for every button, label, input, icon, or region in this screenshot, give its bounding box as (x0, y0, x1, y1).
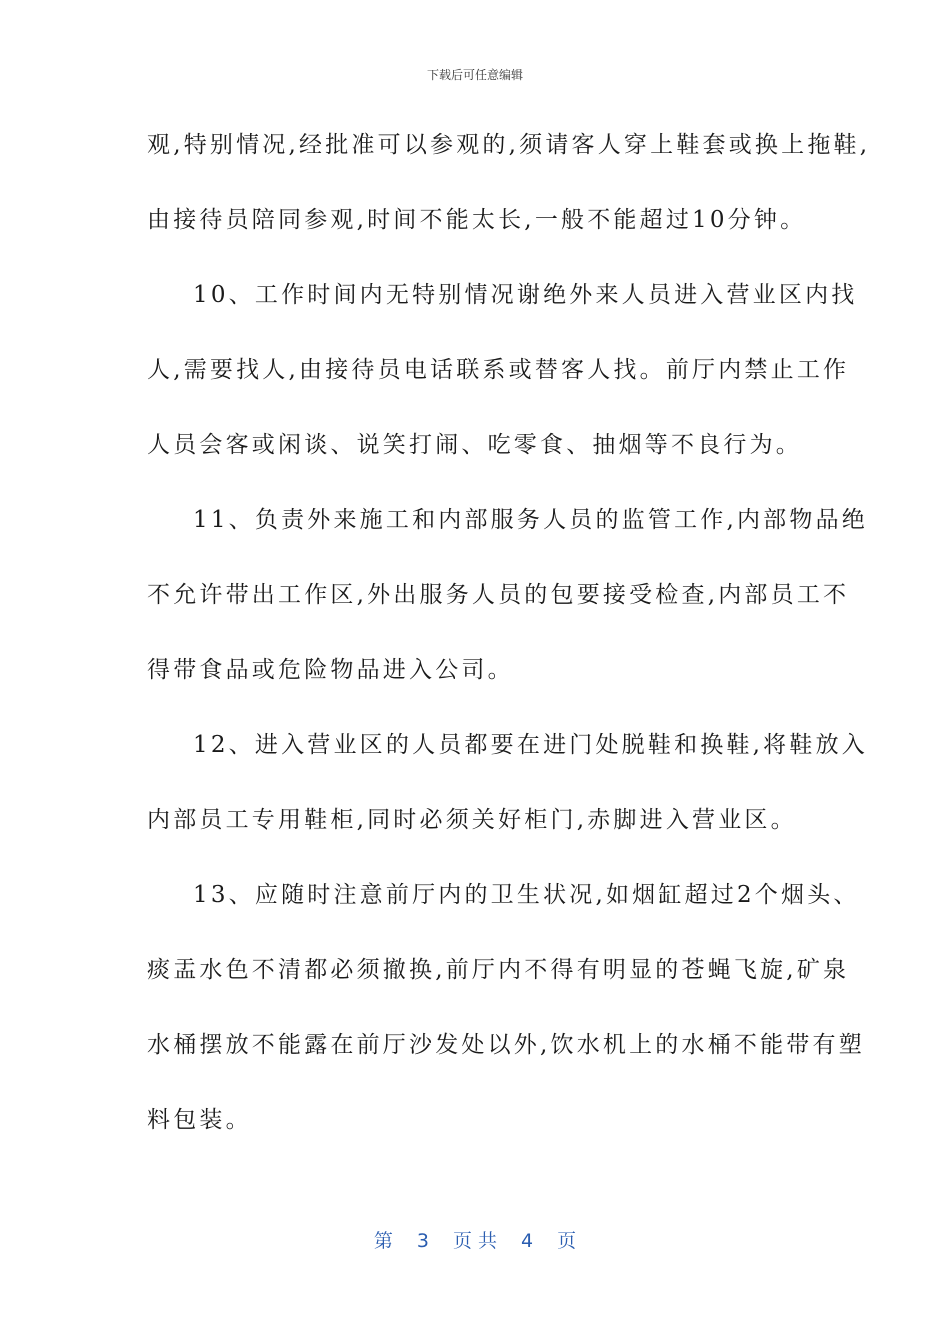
footer-prefix: 第 (373, 1230, 393, 1252)
text-line: 内部员工专用鞋柜,同时必须关好柜门,赤脚进入营业区。 (147, 807, 797, 833)
text-line: 人,需要找人,由接待员电话联系或替客人找。前厅内禁止工作 (147, 357, 850, 383)
text-line: 料包装。 (147, 1107, 252, 1133)
text-line: 不允许带出工作区,外出服务人员的包要接受检查,内部员工不 (147, 582, 850, 608)
text-line: 13、应随时注意前厅内的卫生状况,如烟缸超过2个烟头、 (193, 882, 860, 908)
text-line: 10、工作时间内无特别情况谢绝外来人员进入营业区内找 (193, 282, 858, 308)
page-footer (0, 1226, 950, 1253)
text-line: 观,特别情况,经批准可以参观的,须请客人穿上鞋套或换上拖鞋, (147, 132, 871, 158)
page-header: 下载后可任意编辑 (426, 68, 523, 82)
current-page-number: 3 (416, 1230, 429, 1252)
text-line: 12、进入营业区的人员都要在进门处脱鞋和换鞋,将鞋放入 (193, 732, 868, 758)
text-line: 得带食品或危险物品进入公司。 (147, 657, 514, 683)
footer-suffix: 页 (557, 1230, 577, 1252)
total-pages-number: 4 (521, 1230, 534, 1252)
text-line: 由接待员陪同参观,时间不能太长,一般不能超过10分钟。 (147, 207, 807, 233)
footer-middle: 页 共 (452, 1230, 498, 1252)
text-line: 痰盂水色不清都必须撤换,前厅内不得有明显的苍蝇飞旋,矿泉 (147, 957, 850, 983)
text-line: 11、负责外来施工和内部服务人员的监管工作,内部物品绝 (193, 507, 868, 533)
text-line: 人员会客或闲谈、说笑打闹、吃零食、抽烟等不良行为。 (147, 432, 802, 458)
text-line: 水桶摆放不能露在前厅沙发处以外,饮水机上的水桶不能带有塑 (147, 1032, 865, 1058)
